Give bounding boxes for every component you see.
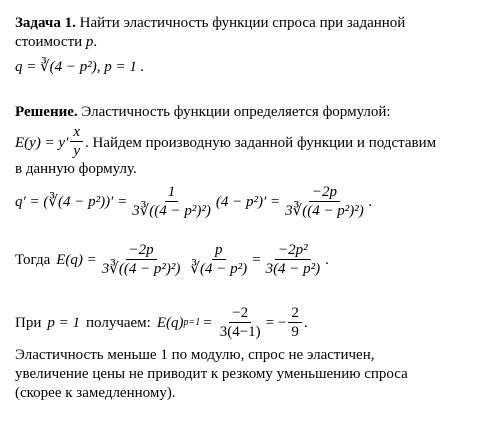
deriv-end: . <box>368 194 373 210</box>
then-lhs: E(q) = <box>56 252 97 268</box>
task-text: Найти эластичность функции спроса при заданной <box>79 15 406 31</box>
at-f2-den: 9 <box>291 323 299 340</box>
at-sub: p=1 <box>183 317 201 328</box>
task-dot: . <box>93 34 98 50</box>
task-line-2 <box>15 33 97 51</box>
deriv-f1-num: 1 <box>165 184 179 202</box>
then-line <box>15 240 329 280</box>
then-label: Тогда <box>15 252 51 268</box>
at-fraction-2 <box>288 305 302 342</box>
elasticity-formula-lhs: E(y) = y′ <box>15 134 69 151</box>
at-f1-num: −2 <box>229 305 251 323</box>
at-eq2: = − <box>265 315 287 331</box>
then-f1-num: −2p <box>126 242 157 260</box>
task-line-1 <box>15 14 405 32</box>
at-text: получаем: <box>86 315 151 331</box>
solution-formula-line <box>15 124 436 161</box>
then-f2-num: p <box>212 242 226 260</box>
then-fraction-1 <box>99 242 184 279</box>
formula-rest: . Найдем производную заданной функции и подставим <box>85 134 437 151</box>
at-label: При <box>15 315 42 331</box>
conclusion-line-1: Эластичность меньше 1 по модулю, спрос не эластичен, <box>15 347 375 363</box>
deriv-f1-den: 3∛((4 − p²)²) <box>132 202 211 219</box>
formula-rest-line-2: в данную формулу. <box>15 161 137 177</box>
conclusion-line-3: (скорее к замедленному). <box>15 385 176 401</box>
conclusion-line-2: увеличение цены не приводит к резкому уменьшению спроса <box>15 366 408 382</box>
derivative-fraction-1 <box>129 184 214 221</box>
then-end: . <box>325 252 329 268</box>
at-line <box>15 303 308 343</box>
elasticity-den: y <box>73 143 81 159</box>
task-label: Задача 1. <box>15 15 76 31</box>
at-lhs: E(q) <box>156 315 184 331</box>
solution-label: Решение. <box>15 104 78 120</box>
elasticity-num: x <box>70 124 83 142</box>
then-f3-num: −2p² <box>275 242 311 260</box>
deriv-f2-den: 3∛((4 − p²)²) <box>285 202 364 219</box>
solution-line-1 <box>15 103 391 121</box>
at-cond: p = 1 <box>47 315 80 331</box>
at-f1-den: 3(4−1) <box>219 323 261 340</box>
then-f1-den: 3∛((4 − p²)²) <box>101 260 181 277</box>
then-f2-den: ∛(4 − p²) <box>190 260 248 277</box>
then-fraction-2 <box>187 242 250 279</box>
at-f2-num: 2 <box>288 305 302 323</box>
derivative-lhs: q′ = (∛(4 − p²))′ = <box>15 194 128 210</box>
deriv-f2-num: −2p <box>309 184 340 202</box>
at-eq: = <box>203 315 212 331</box>
solution-text: Эластичность функции определяется формулой: <box>81 104 391 120</box>
task-var-p: p <box>85 34 94 50</box>
task-given-formula: q = ∛(4 − p²), p = 1 . <box>15 59 145 75</box>
task-text-2: стоимости <box>15 34 83 50</box>
derivative-fraction-2 <box>282 184 367 221</box>
then-eq: = <box>252 252 261 268</box>
derivative-line <box>15 182 373 222</box>
then-fraction-3 <box>263 242 324 279</box>
derivative-mid: (4 − p²)′ = <box>215 194 281 210</box>
at-end: . <box>303 315 308 331</box>
then-f3-den: 3(4 − p²) <box>265 260 321 277</box>
at-fraction-1 <box>217 305 264 342</box>
elasticity-fraction <box>70 124 83 161</box>
